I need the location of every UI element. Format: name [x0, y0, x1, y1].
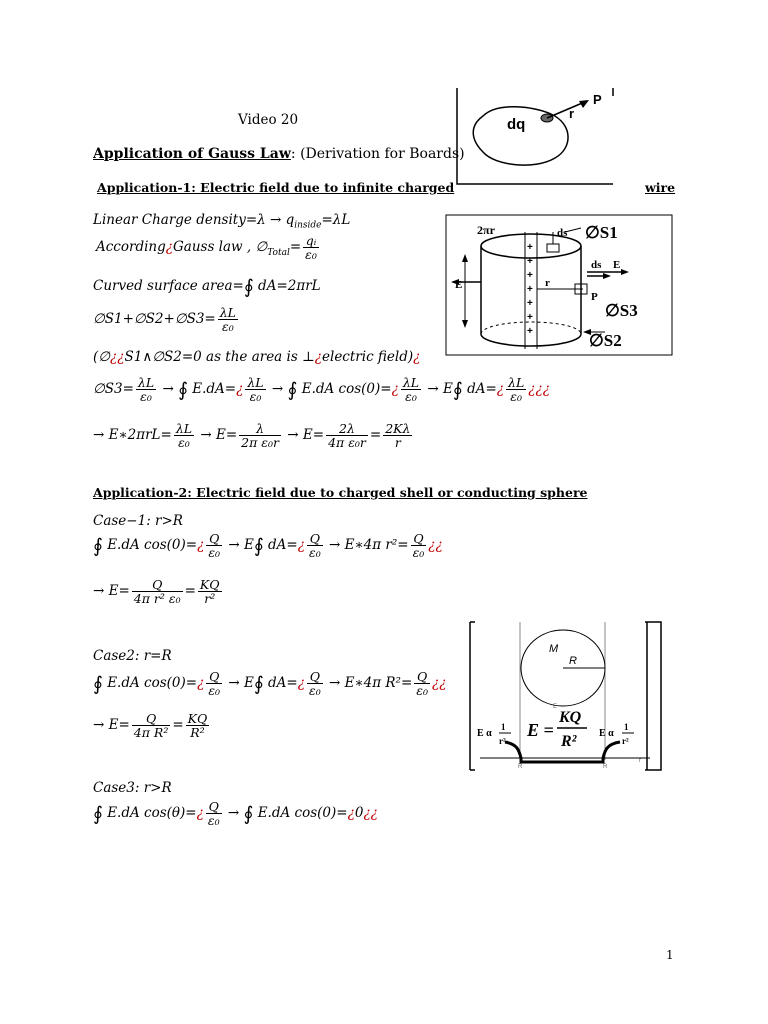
page-number: 1 [666, 948, 674, 962]
eq-case2-result: → E= $\frac{Q}{\text{4π R²}}$ = $\frac{KQ}{\text{R²}}$ [93, 711, 208, 741]
fig2-ds-top: ds [557, 227, 568, 239]
fig3-formula-lhs: E = [527, 720, 554, 740]
dq-label: dq [507, 116, 526, 133]
fig3-KQ: KQ [559, 709, 582, 726]
r-label: r [569, 106, 575, 121]
eq-case1-result: → E= $\frac{Q}{\text{4π r² ε₀}}$ = $\frac{KQ}{\text{r²}}$ [93, 577, 220, 607]
svg-text:+: + [527, 298, 533, 309]
svg-text:+: + [527, 312, 533, 323]
eq-case1-gauss: ∮ E.dA cos(0)=¿ $\frac{Q}{\text{ε₀}}$ → E∮ dA=¿ $\frac{Q}{\text{ε₀}}$ → E∗4π r²= $\frac{Q}{\text{ε₀}}$ ¿¿ [93, 531, 443, 561]
application-1-heading: Application-1: Electric field due to infinite charged [97, 180, 455, 195]
svg-text:+: + [527, 242, 533, 253]
fig3-axis-E: E [553, 704, 558, 710]
fig2-ds-mid: ds [591, 259, 602, 271]
fig3-axis-R2: R [603, 764, 608, 770]
fig2-2pir: 2πr [477, 223, 495, 237]
fig2-phi-s1: ∅S1 [585, 223, 618, 242]
svg-text:+: + [527, 270, 533, 281]
fig3-one-right: 1 [624, 722, 629, 732]
page-title-rest: : (Derivation for Boards) [290, 146, 465, 162]
case-1-label: Case−1: r>R [93, 513, 183, 529]
svg-text:+: + [527, 284, 533, 295]
gaussian-cylinder-figure [445, 214, 673, 356]
fig2-r: r [545, 277, 550, 289]
page-title-main: Application of Gauss Law [93, 146, 291, 162]
eq-case3-gauss: ∮ E.dA cos(θ)=¿ $\frac{Q}{\text{ε₀}}$ → ∮ E.dA cos(0)=¿0¿¿ [93, 799, 378, 829]
eq-linear-charge-density: Linear Charge density=λ → $q_{inside}=\lambda L$ [93, 212, 351, 231]
sphere-field-graph-figure [465, 620, 665, 772]
eq-flux-s3: ∅S3= $\frac{\lambda L}{\text{ε₀}}$ → ∮ E.dA=¿ $\frac{\lambda L}{\text{ε₀}}$ → ∮ E.dA cos(0)=¿ $\frac{\lambda L}{\text{ε₀}}$ → E∮ dA=¿ $\frac{\lambda L}{\text{ε₀}}$ ¿¿¿ [93, 375, 550, 405]
fig3-M: M [549, 643, 559, 655]
svg-text:+: + [527, 256, 533, 267]
eq-gauss-law: According¿Gauss law , $\emptyset_{Total}=$ $\frac{\text{qᵢ}}{\text{ε₀}}$ [96, 233, 317, 263]
fig3-axis-R1: R [518, 764, 523, 770]
fig3-r2-right: r² [622, 736, 629, 746]
eq-flux-sum: ∅S1+∅S2+∅S3= $\frac{\lambda L}{\text{ε₀}}$ [93, 305, 236, 335]
dq-point-figure [455, 86, 615, 186]
application-2-heading: Application-2: Electric field due to charged shell or conducting sphere [93, 485, 588, 500]
fig3-R: R [569, 655, 577, 667]
fig2-P: P [591, 291, 598, 303]
fig2-E-mid: E [613, 259, 621, 271]
fig3-e-right: E α [599, 728, 614, 739]
fig3-e-left: E α [477, 728, 492, 739]
fig3-axis-r: r [639, 758, 641, 764]
fig3-R2: R² [561, 733, 577, 750]
application-1-heading-tail: wire [645, 180, 676, 195]
svg-text:+: + [527, 326, 533, 337]
eq-E-wire-result: → E∗2πrL= $\frac{\lambda L}{\text{ε₀}}$ → E= $\frac{\lambda}{\text{2π ε₀r}}$ → E= $\frac{2\lambda}{\text{4π ε₀r}}$ = $\frac{2K\lambda}{r}$ [93, 421, 411, 451]
case-3-label: Case3: r>R [93, 780, 172, 796]
eq-curved-surface-area: Curved surface area=∮ dA=2πrL [93, 276, 321, 298]
case-2-label: Case2: r=R [93, 648, 172, 664]
page-title [93, 146, 465, 162]
eq-flux-zero: (∅¿¿S1∧∅S2=0 as the area is ⊥¿electric field)¿ [93, 349, 421, 365]
p-label: P [593, 92, 602, 107]
fig2-phi-s2: ∅S2 [589, 331, 622, 350]
eq-case2-gauss: ∮ E.dA cos(0)=¿ $\frac{Q}{\text{ε₀}}$ → E∮ dA=¿ $\frac{Q}{\text{ε₀}}$ → E∗4π R²= $\frac{Q}{\text{ε₀}}$ ¿¿ [93, 669, 447, 699]
fig2-E-left: E [455, 279, 463, 291]
fig2-phi-s3: ∅S3 [605, 301, 638, 320]
fig3-one-left: 1 [501, 722, 506, 732]
fig3-r2-left: r² [499, 736, 506, 746]
video-label: Video 20 [238, 112, 299, 128]
